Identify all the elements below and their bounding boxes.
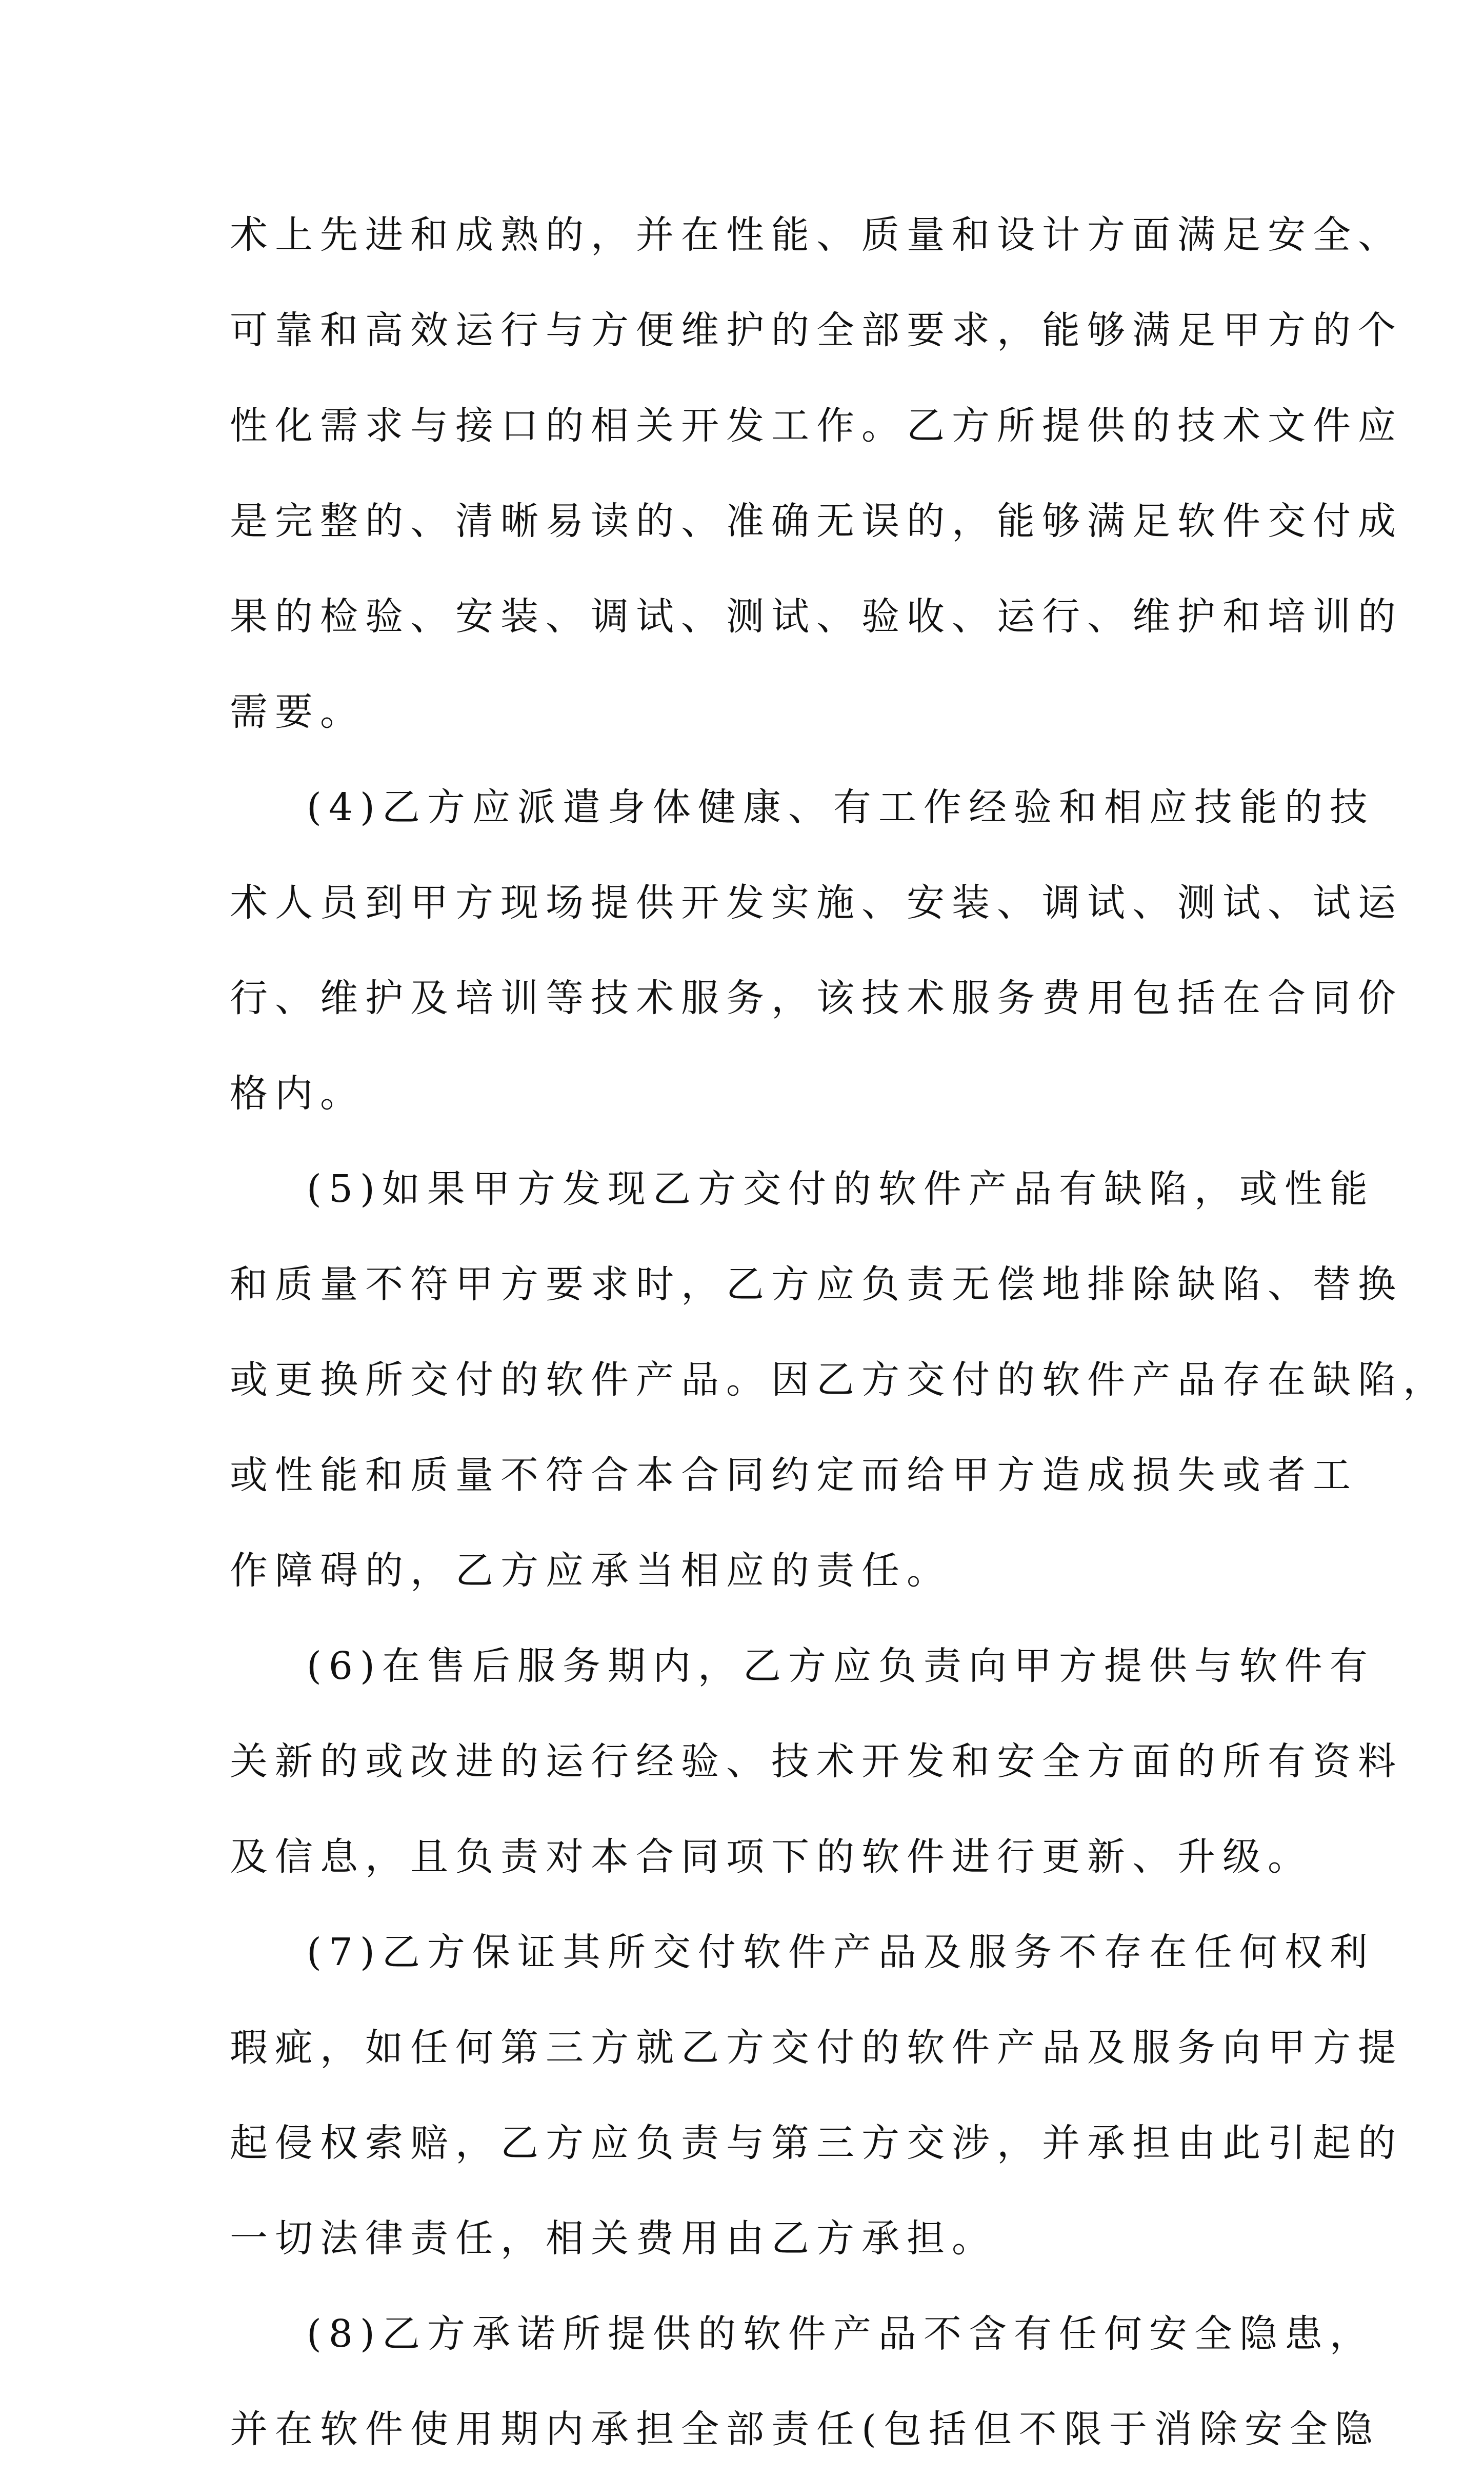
text-line: 格内。	[230, 1072, 365, 1116]
text-line: 或性能和质量不符合本合同约定而给甲方造成损失或者工	[230, 1453, 1358, 1497]
paragraph-first-line: (4)乙方应派遣身体健康、有工作经验和相应技能的技	[307, 785, 1375, 829]
text-line: 或更换所交付的软件产品。因乙方交付的软件产品存在缺陷，	[230, 1358, 1448, 1402]
text-line: 是完整的、清晰易读的、准确无误的，能够满足软件交付成	[230, 499, 1403, 543]
text-line: 可靠和高效运行与方便维护的全部要求，能够满足甲方的个	[230, 308, 1403, 352]
text-line: 果的检验、安装、调试、测试、验收、运行、维护和培训的	[230, 595, 1403, 639]
paragraph-first-line: (7)乙方保证其所交付软件产品及服务不存在任何权利	[307, 1930, 1375, 1974]
text-line: 性化需求与接口的相关开发工作。乙方所提供的技术文件应	[230, 404, 1403, 448]
paragraph-first-line: (6)在售后服务期内，乙方应负责向甲方提供与软件有	[307, 1644, 1375, 1688]
text-line: 一切法律责任，相关费用由乙方承担。	[230, 2216, 997, 2261]
text-line: 作障碍的，乙方应承当相应的责任。	[230, 1549, 952, 1593]
text-line: 需要。	[230, 690, 365, 734]
text-line: 并在软件使用期内承担全部责任(包括但不限于消除安全隐	[230, 2407, 1380, 2451]
text-line: 术人员到甲方现场提供开发实施、安装、调试、测试、试运	[230, 881, 1403, 925]
text-line: 行、维护及培训等技术服务，该技术服务费用包括在合同价	[230, 976, 1403, 1020]
document-body	[230, 187, 1448, 2477]
text-line: 起侵权索赔，乙方应负责与第三方交涉，并承担由此引起的	[230, 2121, 1403, 2165]
text-line: 关新的或改进的运行经验、技术开发和安全方面的所有资料	[230, 1739, 1403, 1784]
text-line: 瑕疵，如任何第三方就乙方交付的软件产品及服务向甲方提	[230, 2026, 1403, 2070]
text-line: 术上先进和成熟的，并在性能、质量和设计方面满足安全、	[230, 213, 1403, 257]
text-line: 和质量不符甲方要求时，乙方应负责无偿地排除缺陷、替换	[230, 1262, 1403, 1306]
paragraph-first-line: (8)乙方承诺所提供的软件产品不含有任何安全隐患，	[307, 2312, 1375, 2356]
paragraph-first-line: (5)如果甲方发现乙方交付的软件产品有缺陷，或性能	[307, 1167, 1375, 1211]
text-line: 及信息，且负责对本合同项下的软件进行更新、升级。	[230, 1835, 1313, 1879]
